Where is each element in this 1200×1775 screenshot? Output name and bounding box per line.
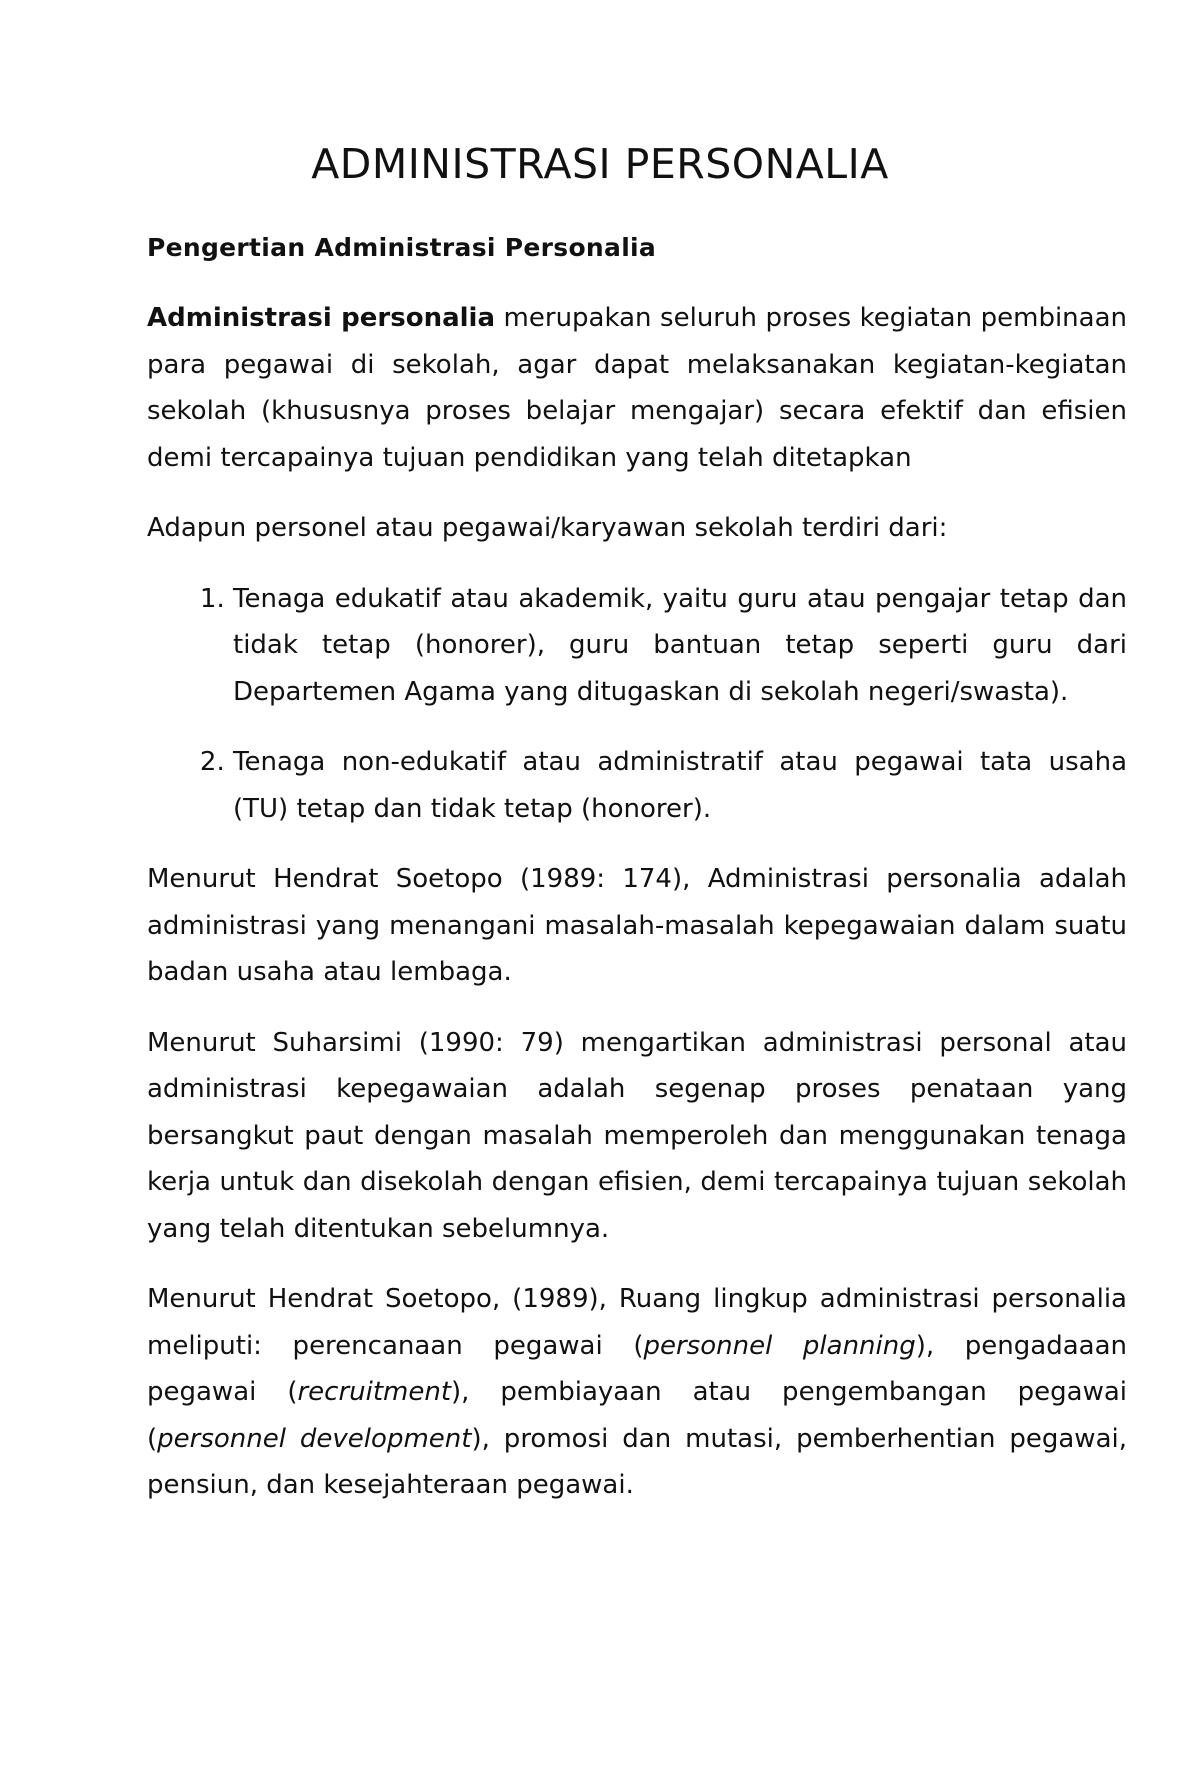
italic-term: personnel development — [157, 1423, 472, 1454]
list-item: 1. Tenaga edukatif atau akademik, yaitu guru atau pengajar tetap dan tidak tetap (honorer), guru bantuan tetap seperti guru dari Departemen Agama yang ditugaskan di sekolah negeri/swasta). — [233, 576, 1127, 716]
document-body — [147, 295, 1127, 1533]
page-title: ADMINISTRASI PERSONALIA — [311, 140, 889, 188]
soetopo-definition-paragraph: Menurut Hendrat Soetopo (1989: 174), Administrasi personalia adalah administrasi yang menangani masalah-masalah kepegawaian dalam suatu badan usaha atau lembaga. — [147, 864, 1127, 987]
scope-text: ), pembiayaan atau pengembangan pegawai ( — [147, 1377, 1128, 1454]
bold-term: Administrasi personalia — [147, 303, 495, 333]
definition-text: merupakan seluruh proses kegiatan pembinaan para pegawai di sekolah, agar dapat melaksanakan kegiatan-kegiatan sekolah (khususnya proses belajar mengajar) secara efektif dan efisien demi tercapainya tujuan pendidikan yang telah ditetapkan — [147, 303, 1127, 473]
scope-paragraph — [147, 1276, 1127, 1509]
suharsimi-definition-paragraph: Menurut Suharsimi (1990: 79) mengartikan administrasi personal atau administrasi kepegawaian adalah segenap proses penataan yang bersangkut paut dengan masalah memperoleh dan menggunakan tenaga kerja untuk dan disekolah dengan efisien, demi tercapainya tujuan sekolah yang telah ditentukan sebelumnya. — [147, 1027, 1127, 1244]
list-item: 2. Tenaga non-edukatif atau administratif atau pegawai tata usaha (TU) tetap dan tidak tetap (honorer). — [233, 739, 1127, 832]
personnel-list — [147, 576, 1127, 833]
italic-term: recruitment — [297, 1377, 452, 1407]
scope-text: ), promosi dan mutasi, pemberhentian pegawai, pensiun, dan kesejahteraan pegawai. — [147, 1423, 1127, 1500]
section-heading: Pengertian Administrasi Personalia — [147, 233, 657, 262]
personnel-intro-paragraph: Adapun personel atau pegawai/karyawan sekolah terdiri dari: — [147, 513, 948, 543]
scope-text: ), pengadaaan pegawai ( — [147, 1330, 1127, 1407]
scope-text: Menurut Hendrat Soetopo, (1989), Ruang lingkup administrasi personalia meliputi: perencanaan pegawai ( — [147, 1284, 1127, 1361]
definition-paragraph — [147, 295, 1127, 481]
italic-term: personnel planning — [643, 1330, 916, 1361]
